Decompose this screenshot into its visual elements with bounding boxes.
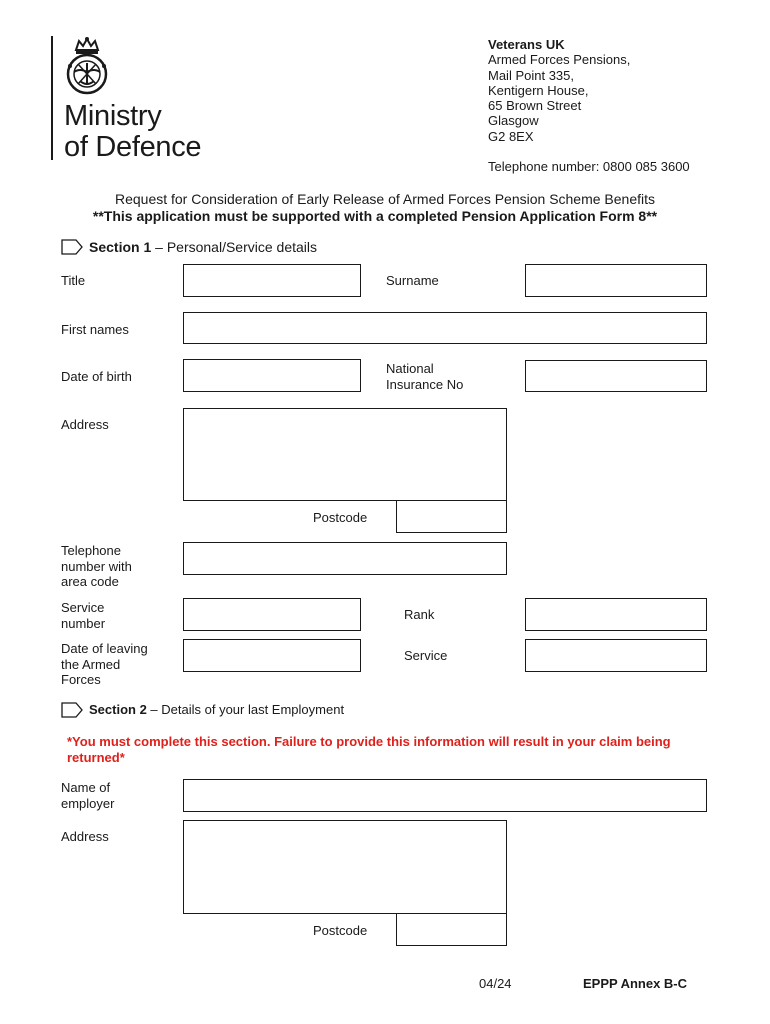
- service-number-label: Service number: [61, 600, 106, 631]
- address-line: Kentigern House,: [488, 82, 589, 98]
- section2-label: Section 2: [89, 702, 147, 717]
- surname-field[interactable]: [525, 264, 707, 297]
- dob-label: Date of birth: [61, 369, 132, 384]
- mod-crest-icon: [62, 36, 112, 98]
- employer-postcode-field[interactable]: [396, 913, 507, 946]
- postcode-label: Postcode: [313, 510, 368, 525]
- section2-warning: *You must complete this section. Failure to provide this information will result in your claim being returned*: [67, 734, 671, 765]
- employer-address-field[interactable]: [183, 820, 507, 914]
- form-subtitle: **This application must be supported with a completed Pension Application Form 8**: [92, 208, 658, 224]
- address-line: Armed Forces Pensions,: [488, 52, 631, 68]
- form-title: Request for Consideration of Early Release of Armed Forces Pension Scheme Benefits: [114, 191, 656, 207]
- section1-title: – Personal/Service details: [155, 239, 318, 255]
- org-name-line1: Ministry: [64, 100, 162, 132]
- section1-heading: [61, 239, 317, 255]
- rank-label: Rank: [404, 607, 435, 622]
- telephone-label: Telephone number with area code: [61, 543, 132, 589]
- address-line: G2 8EX: [488, 128, 534, 144]
- postcode-field[interactable]: [396, 500, 507, 533]
- surname-label: Surname: [386, 273, 439, 288]
- ni-number-field[interactable]: [525, 360, 707, 392]
- section2-title: – Details of your last Employment: [150, 702, 345, 717]
- section2-heading: [61, 702, 344, 718]
- employer-postcode-label: Postcode: [313, 923, 368, 938]
- address-label: Address: [61, 417, 109, 432]
- section1-label: Section 1: [89, 239, 152, 255]
- address-line: Mail Point 335,: [488, 67, 574, 83]
- address-line: Glasgow: [488, 113, 539, 129]
- recipient-address: [488, 37, 690, 174]
- recipient-name: Veterans UK: [488, 37, 565, 52]
- org-name-line2: of Defence: [64, 131, 202, 163]
- service-label: Service: [404, 648, 448, 663]
- first-names-field[interactable]: [183, 312, 707, 344]
- dob-field[interactable]: [183, 359, 361, 392]
- first-names-label: First names: [61, 322, 129, 337]
- service-number-field[interactable]: [183, 598, 361, 631]
- title-label: Title: [61, 273, 86, 288]
- section-arrow-icon: [61, 702, 83, 718]
- rank-field[interactable]: [525, 598, 707, 631]
- form-date: 04/24: [479, 976, 512, 991]
- employer-name-field[interactable]: [183, 779, 707, 812]
- service-field[interactable]: [525, 639, 707, 672]
- telephone-number: Telephone number: 0800 085 3600: [488, 159, 690, 175]
- logo-divider: [51, 36, 53, 160]
- title-field[interactable]: [183, 264, 361, 297]
- date-leaving-field[interactable]: [183, 639, 361, 672]
- date-leaving-label: Date of leaving the Armed Forces: [61, 641, 148, 687]
- org-name: [64, 101, 201, 163]
- section-arrow-icon: [61, 239, 83, 255]
- address-field[interactable]: [183, 408, 507, 501]
- ni-label: National Insurance No: [386, 361, 464, 392]
- telephone-field[interactable]: [183, 542, 507, 575]
- employer-address-label: Address: [61, 829, 109, 844]
- form-reference: EPPP Annex B-C: [583, 976, 688, 991]
- address-line: 65 Brown Street: [488, 98, 582, 114]
- employer-label: Name of employer: [61, 780, 115, 811]
